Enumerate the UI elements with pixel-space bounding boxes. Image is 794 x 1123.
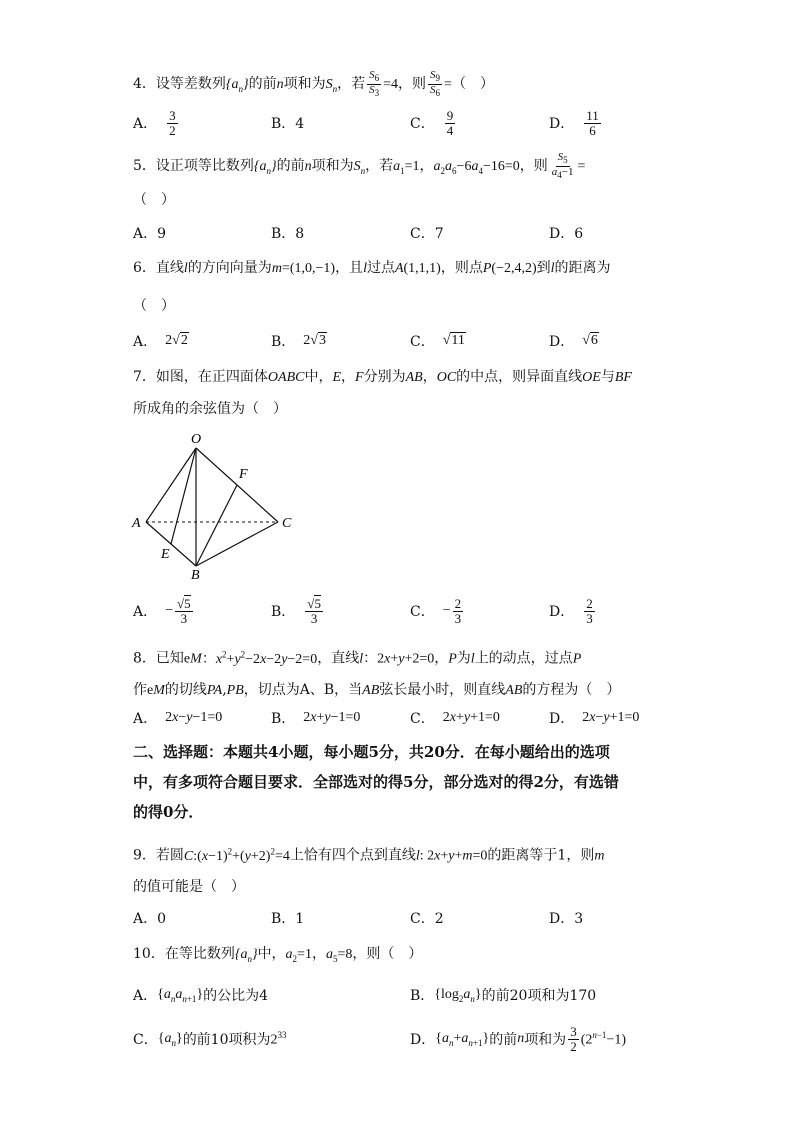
- question-10: 10．在等比数列$\{a_n\}$中，$a_2=1$，$a_5=8$，则（ ）: [133, 946, 423, 964]
- option-b[interactable]: B． $\{\log_2a_n\}$ 的前20项和为170: [410, 986, 597, 1004]
- question-8: 8．已知eM：$x^2+y^2-2x-2y-2=0$，直线l：2x+y+2=0，P为l上的动点，过点P: [133, 649, 582, 667]
- option-d[interactable]: D． $\frac{11}{6}$: [549, 107, 599, 138]
- option-d[interactable]: D． $\frac{2}{3}$: [549, 595, 593, 626]
- option-b[interactable]: B． 2x+y−1=0: [271, 710, 361, 727]
- section-2-line2: 中，有多项符合题目要求．全部选对的得5分，部分选对的得2分，有选错: [133, 773, 619, 791]
- option-a[interactable]: A． $\frac{3}{2}$: [133, 107, 176, 138]
- option-a[interactable]: A． $\{a_na_{n+1}\}$ 的公比为4: [133, 986, 269, 1004]
- question-7: 7．如图，在正四面体OABC中，E，F分别为AB，OC的中点，则异面直线OE与BF: [133, 369, 632, 385]
- question-6-bracket: （ ）: [133, 298, 175, 314]
- option-c[interactable]: C． $\frac{9}{4}$: [410, 107, 454, 138]
- question-8-line2: 作eM的切线PA,PB，切点为A、B，当AB弦长最小时，则直线AB的方程为（ ）: [133, 682, 621, 698]
- option-a[interactable]: A． − $\frac{√5}{3}$: [133, 595, 191, 626]
- option-b[interactable]: B． $\frac{√5}{3}$: [271, 595, 321, 626]
- option-a[interactable]: A．0: [133, 911, 167, 927]
- option-d[interactable]: D． √6: [549, 333, 598, 350]
- option-b[interactable]: B．4: [271, 116, 305, 132]
- option-c[interactable]: C．7: [410, 226, 444, 242]
- option-a[interactable]: A．9: [133, 226, 167, 242]
- question-9-line2: 的值可能是（ ）: [133, 879, 245, 895]
- option-c[interactable]: C． − $\frac{2}{3}$: [410, 595, 462, 626]
- option-c[interactable]: C． √11: [410, 333, 465, 350]
- label-f: F: [239, 467, 248, 482]
- question-9: 9．若圆$C:(x-1)^2+(y+2)^2=4$上恰有四个点到直线l: 2x+y+m=0的距离等于1，则m: [133, 846, 605, 864]
- question-7-options: [133, 596, 693, 626]
- option-d[interactable]: D． 2x−y+1=0: [549, 710, 640, 727]
- option-b[interactable]: B．1: [271, 911, 305, 927]
- question-8-options: [133, 703, 693, 733]
- question-6-options: [133, 326, 693, 356]
- option-b[interactable]: B． 2√3: [271, 333, 326, 350]
- label-o: O: [191, 432, 202, 447]
- option-c[interactable]: C． 2x+y+1=0: [410, 710, 500, 727]
- question-9-options: [133, 903, 693, 933]
- option-d[interactable]: D． $\{a_n+a_{n+1}\}$ 的前 n 项和为 $\frac{3}{2}$ $(2^{n-1}-1)$: [410, 1023, 626, 1054]
- section-2-heading: 二、选择题：本题共4小题，每小题5分，共20分．在每小题给出的选项: [133, 743, 610, 761]
- question-4-options: [133, 108, 693, 138]
- question-5-bracket: （ ）: [133, 192, 175, 208]
- option-c[interactable]: C．2: [410, 911, 444, 927]
- question-6: 6．直线l的方向向量为m=(1,0,−1)，且l过点A(1,1,1)，则点P(−2,4,2)到l的距离为: [133, 260, 611, 276]
- question-5: 5．设正项等比数列$\{a_n\}$的前n项和为$S_n$，若$a_1=1$，$a_2a_6-6a_4-16=0$，则 $\frac{S_5}{a_4-1}$ =: [133, 151, 586, 180]
- option-d[interactable]: D．3: [549, 911, 584, 927]
- option-a[interactable]: A． 2√2: [133, 333, 188, 350]
- option-b[interactable]: B．8: [271, 226, 305, 242]
- label-b: B: [191, 568, 200, 583]
- option-c[interactable]: C． $\{a_n\}$ 的前10项积为 $2^{33}$: [133, 1029, 287, 1048]
- tetrahedron-figure: [128, 428, 308, 583]
- section-2-line3: 的得0分．: [133, 803, 204, 821]
- label-c: C: [282, 516, 292, 531]
- label-e: E: [161, 547, 170, 562]
- option-d[interactable]: D．6: [549, 226, 584, 242]
- question-10-options-row1: [133, 980, 693, 1014]
- option-a[interactable]: A． 2x−y−1=0: [133, 710, 223, 727]
- question-5-options: [133, 218, 693, 248]
- question-4: 4．设等差数列$\{a_n\}$的前n项和为$S_n$，若 $\frac{S_6}{S_3}$ =4，则 $\frac{S_9}{S_6}$ =（ ）: [133, 69, 494, 98]
- question-7-line2: 所成角的余弦值为（ ）: [133, 401, 287, 417]
- label-a: A: [132, 516, 141, 531]
- question-10-options-row2: [133, 1024, 693, 1058]
